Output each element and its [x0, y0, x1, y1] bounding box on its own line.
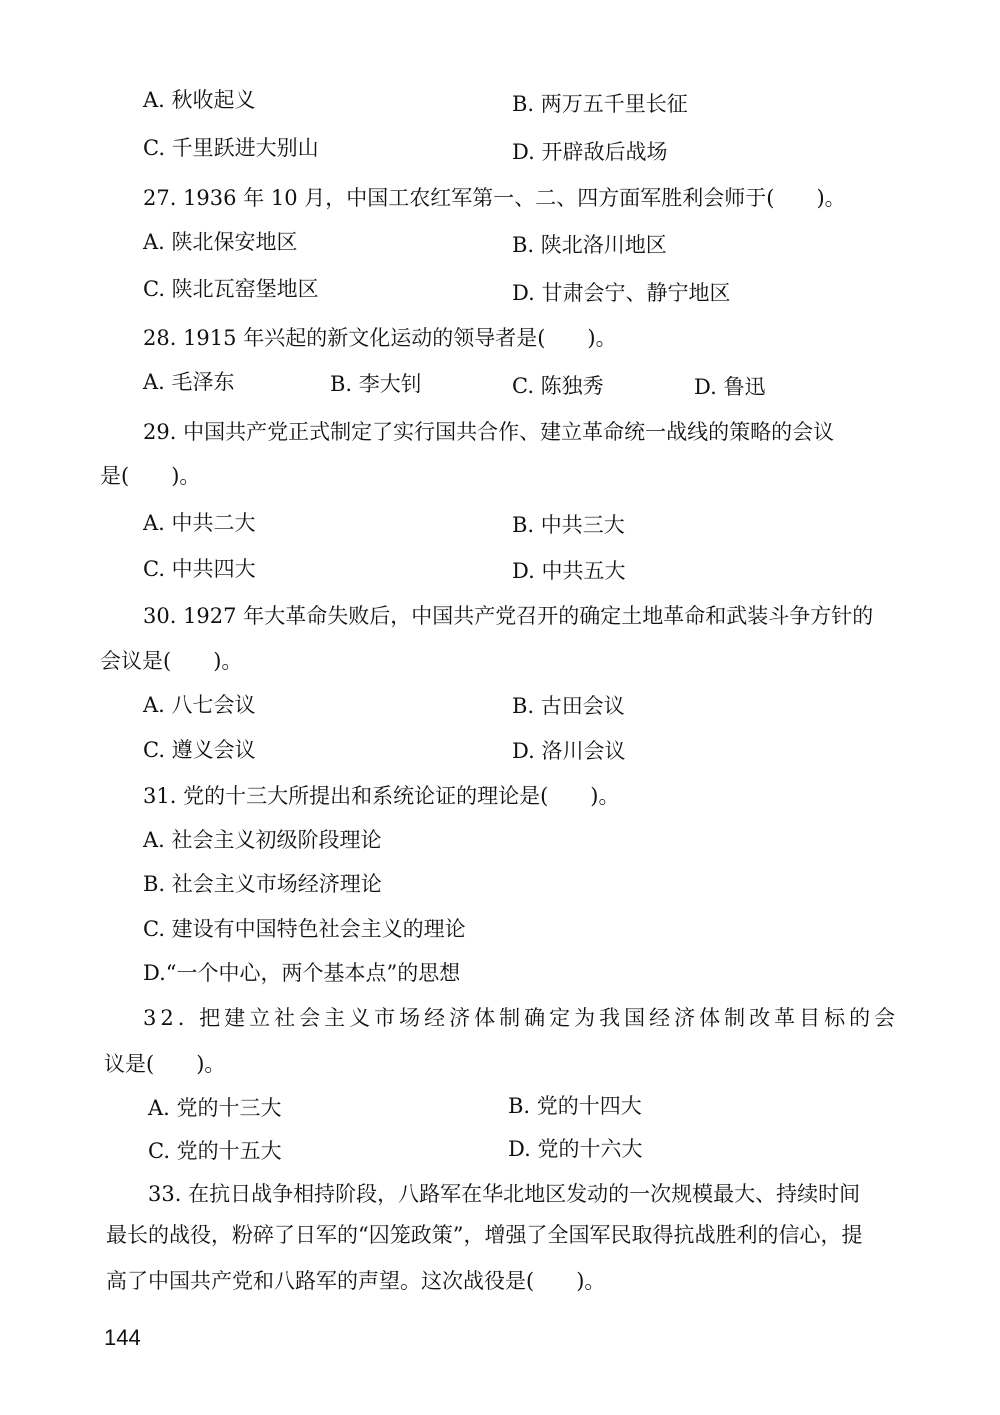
- q26-option-a: A. 秋收起义: [143, 88, 256, 112]
- q27-option-c: C. 陕北瓦窑堡地区: [143, 277, 319, 301]
- q28-option-c: C. 陈独秀: [512, 374, 604, 398]
- q29-option-c: C. 中共四大: [143, 557, 256, 581]
- q29-stem-line-1: 29. 中国共产党正式制定了实行国共合作、建立革命统一战线的策略的会议: [143, 420, 835, 444]
- q31-option-b: B. 社会主义市场经济理论: [143, 872, 382, 896]
- q27-option-d: D. 甘肃会宁、静宁地区: [512, 281, 731, 305]
- q28-option-a: A. 毛泽东: [143, 370, 235, 394]
- q29-option-a: A. 中共二大: [143, 511, 256, 535]
- q32-option-b: B. 党的十四大: [508, 1094, 642, 1118]
- q28-option-d: D. 鲁迅: [694, 375, 766, 399]
- q30-option-d: D. 洛川会议: [512, 739, 626, 763]
- q31-stem: 31. 党的十三大所提出和系统论证的理论是( )。: [143, 784, 620, 808]
- q30-stem-line-1: 30. 1927 年大革命失败后，中国共产党召开的确定土地革命和武装斗争方针的: [143, 604, 874, 628]
- q32-option-c: C. 党的十五大: [148, 1139, 282, 1163]
- q30-stem-line-2: 会议是( )。: [100, 649, 243, 673]
- q31-option-a: A. 社会主义初级阶段理论: [143, 828, 382, 852]
- q29-option-b: B. 中共三大: [512, 513, 625, 537]
- q33-stem-line-3: 高了中国共产党和八路军的声望。这次战役是( )。: [106, 1269, 606, 1293]
- q32-stem-line-2: 议是( )。: [104, 1052, 226, 1076]
- q32-option-a: A. 党的十三大: [148, 1096, 282, 1120]
- q30-option-b: B. 古田会议: [512, 694, 625, 718]
- q32-option-d: D. 党的十六大: [508, 1137, 643, 1161]
- q26-option-b: B. 两万五千里长征: [512, 92, 688, 116]
- q31-option-d: D.“一个中心，两个基本点”的思想: [143, 961, 461, 985]
- q27-option-b: B. 陕北洛川地区: [512, 233, 667, 257]
- q31-option-c: C. 建设有中国特色社会主义的理论: [143, 917, 466, 941]
- q29-option-d: D. 中共五大: [512, 559, 626, 583]
- q30-option-a: A. 八七会议: [143, 693, 256, 717]
- page-number: 144: [104, 1325, 141, 1350]
- q27-option-a: A. 陕北保安地区: [143, 230, 298, 254]
- q26-option-d: D. 开辟敌后战场: [512, 140, 668, 164]
- q26-option-c: C. 千里跃进大别山: [143, 136, 319, 160]
- q29-stem-line-2: 是( )。: [100, 464, 201, 488]
- q28-option-b: B. 李大钊: [330, 372, 422, 396]
- q32-stem-line-1: 32. 把建立社会主义市场经济体制确定为我国经济体制改革目标的会: [143, 1006, 900, 1030]
- q33-stem-line-1: 33. 在抗日战争相持阶段，八路军在华北地区发动的一次规模最大、持续时间: [148, 1182, 861, 1206]
- q33-stem-line-2: 最长的战役，粉碎了日军的“囚笼政策”，增强了全国军民取得抗战胜利的信心，提: [106, 1223, 863, 1247]
- q27-stem: 27. 1936 年 10 月，中国工农红军第一、二、四方面军胜利会师于( )。: [143, 186, 846, 210]
- q28-stem: 28. 1915 年兴起的新文化运动的领导者是( )。: [143, 326, 617, 350]
- q30-option-c: C. 遵义会议: [143, 738, 256, 762]
